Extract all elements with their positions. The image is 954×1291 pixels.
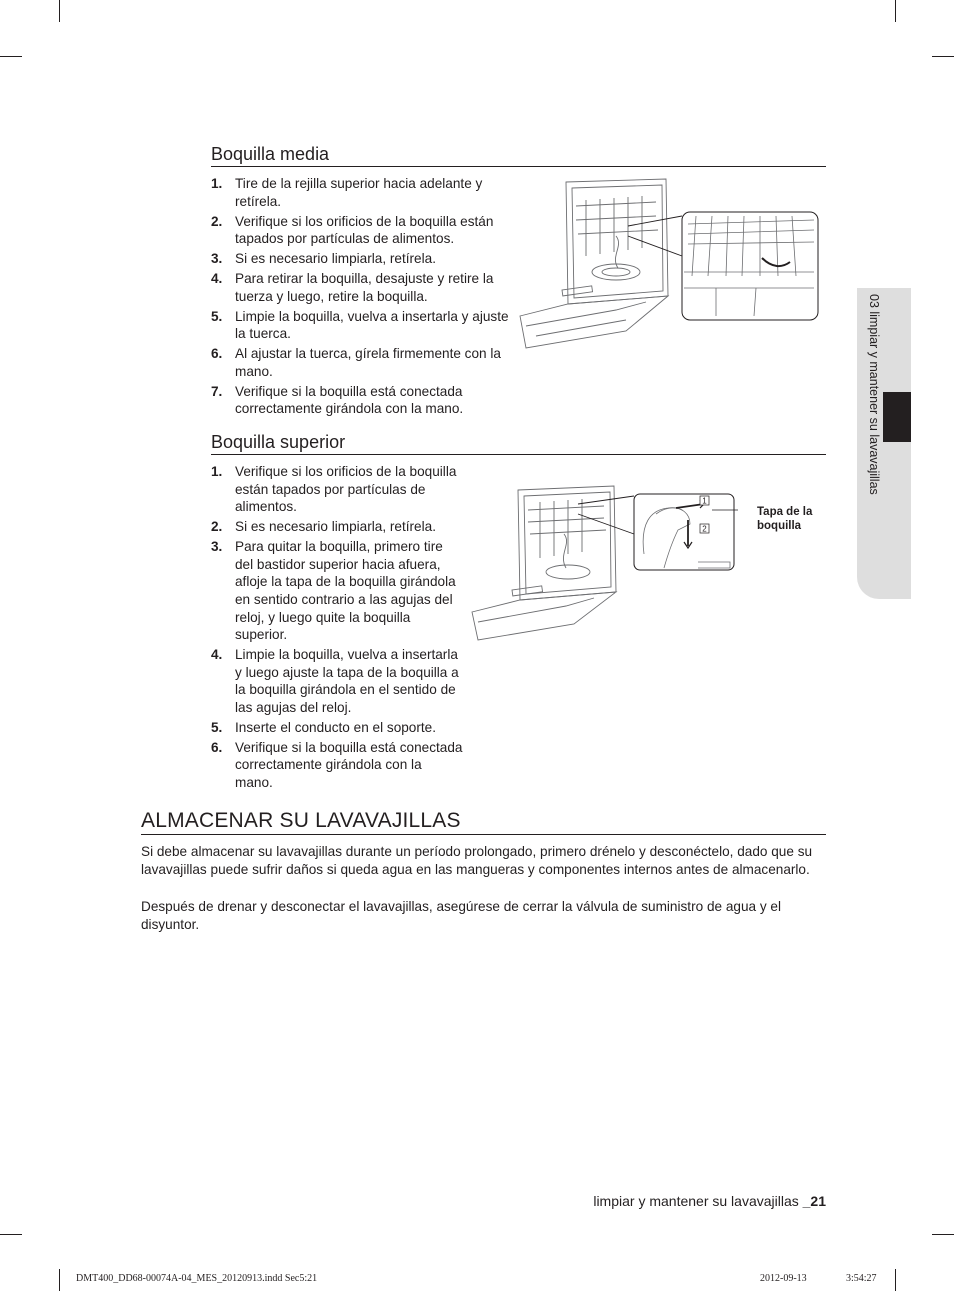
- step-item: [211, 538, 463, 644]
- step-number: 6.: [211, 346, 223, 362]
- step-item: [211, 383, 509, 418]
- step-number: 5.: [211, 719, 223, 735]
- step-number: 2.: [211, 519, 223, 535]
- step-item: [211, 213, 509, 248]
- callout-number-2: 2: [702, 524, 707, 534]
- section-rule: [211, 454, 826, 455]
- steps-list-boquilla-superior: [211, 463, 463, 794]
- section-title-boquilla-superior: Boquilla superior: [211, 432, 346, 452]
- crop-mark: [895, 0, 896, 22]
- crop-mark: [0, 56, 22, 57]
- steps-list-boquilla-media: [211, 175, 509, 420]
- step-text: Inserte el conducto en el soporte.: [235, 719, 437, 735]
- step-text: Para quitar la boquilla, primero tire del bastidor superior hacia afuera, afloje la tapa de la boquilla girándola en sentido contrario a las agujas del reloj, y luego quite la boquilla superior.: [235, 539, 456, 643]
- step-text: Verifique si los orificios de la boquilla están tapados por partículas de alimentos.: [235, 464, 457, 515]
- section-title-boquilla-media: Boquilla media: [211, 144, 330, 164]
- step-item: [211, 518, 463, 536]
- step-item: [211, 250, 509, 268]
- page-footer: [593, 1193, 826, 1209]
- section-rule: [141, 834, 826, 835]
- step-item: [211, 308, 509, 343]
- step-item: [211, 646, 463, 716]
- step-text: Si es necesario limpiarla, retírela.: [235, 251, 436, 267]
- step-number: 5.: [211, 308, 223, 324]
- step-text: Limpie la boquilla, vuelva a insertarla y ajuste la tuerca.: [235, 308, 509, 342]
- step-text: Limpie la boquilla, vuelva a insertarla y luego ajuste la tapa de la boquilla a la boquilla girándola en el sentido de las agujas del reloj.: [235, 647, 459, 715]
- section-title-almacenar: ALMACENAR SU LAVAVAJILLAS: [141, 809, 461, 832]
- step-item: [211, 719, 463, 737]
- crop-mark: [932, 56, 954, 57]
- step-number: 4.: [211, 271, 223, 287]
- step-item: [211, 739, 463, 792]
- print-slug-file: DMT400_DD68-00074A-04_MES_20120913.indd Sec5:21: [76, 1273, 318, 1284]
- step-text: Para retirar la boquilla, desajuste y retire la tuerza y luego, retire la boquilla.: [235, 271, 494, 304]
- callout-label-line: Tapa de la: [757, 506, 813, 518]
- crop-mark: [932, 1234, 954, 1235]
- step-number: 3.: [211, 251, 223, 267]
- step-number: 1.: [211, 464, 223, 479]
- step-text: Al ajustar la tuerca, gírela firmemente con la mano.: [235, 346, 501, 379]
- step-item: [211, 270, 509, 305]
- step-text: Verifique si la boquilla está conectada correctamente girándola con la mano.: [235, 739, 463, 791]
- step-number: 6.: [211, 739, 223, 755]
- callout-label-line: boquilla: [757, 520, 802, 532]
- section-rule: [211, 166, 826, 167]
- crop-mark: [0, 1234, 22, 1235]
- step-item: [211, 175, 509, 210]
- step-text: Tire de la rejilla superior hacia adelante y retírela.: [235, 176, 483, 209]
- paragraph-almacenar-1: Si debe almacenar su lavavajillas durante un período prolongado, primero drénelo y desconéctelo, dado que su lavavajillas puede sufrir daños si queda agua en las mangueras y componentes internos antes de almacenarlo.: [141, 844, 813, 877]
- crop-mark: [59, 0, 60, 22]
- step-text: Si es necesario limpiarla, retírela.: [235, 519, 436, 535]
- step-number: 2.: [211, 213, 223, 229]
- step-item: [211, 463, 463, 516]
- chapter-side-tab: [857, 288, 911, 599]
- callout-label-tapa: [757, 505, 812, 533]
- crop-mark: [59, 1269, 60, 1291]
- step-text: Verifique si la boquilla está conectada correctamente girándola con la mano.: [235, 383, 464, 417]
- footer-chapter-text: limpiar y mantener su lavavajillas: [593, 1193, 803, 1209]
- print-slug-time: 3:54:27: [846, 1273, 877, 1284]
- chapter-side-tab-marker: [883, 392, 911, 442]
- chapter-side-tab-label: 03 limpiar y mantener su lavavajillas: [867, 294, 881, 495]
- step-item: [211, 345, 509, 380]
- print-slug-date: 2012-09-13: [760, 1273, 807, 1284]
- step-number: 1.: [211, 176, 223, 191]
- step-text: Verifique si los orificios de la boquilla están tapados por partículas de alimentos.: [235, 213, 494, 247]
- dishwasher-middle-nozzle-illustration: [516, 176, 822, 354]
- callout-number-1: 1: [702, 496, 707, 506]
- step-number: 4.: [211, 647, 223, 663]
- paragraph-almacenar-2: Después de drenar y desconectar el lavavajillas, asegúrese de cerrar la válvula de suministro de agua y el disyuntor.: [141, 899, 782, 932]
- step-number: 3.: [211, 539, 223, 555]
- page-number: _21: [802, 1193, 826, 1209]
- step-number: 7.: [211, 383, 223, 399]
- crop-mark: [895, 1269, 896, 1291]
- dishwasher-upper-nozzle-illustration: [468, 484, 738, 646]
